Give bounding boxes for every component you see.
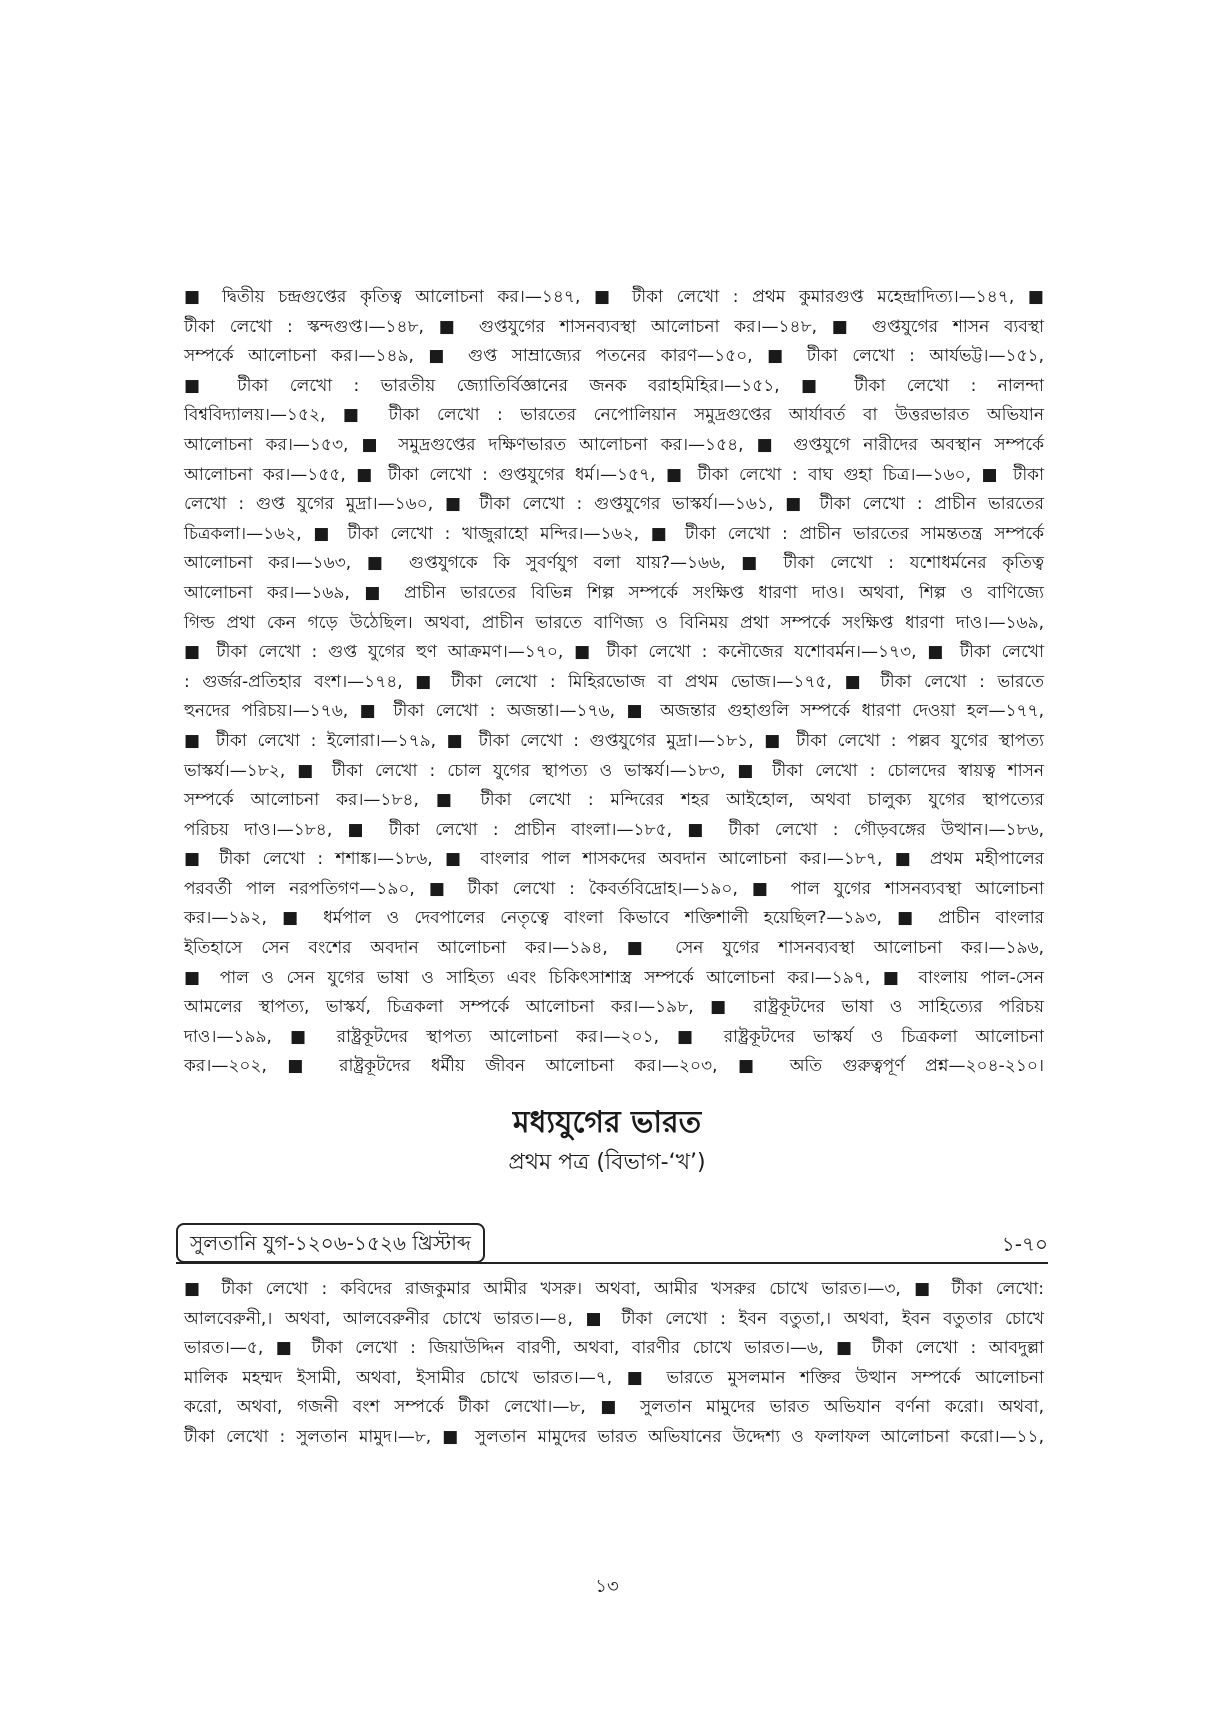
- text-line: কর।—১৯২, ■ ধর্মপাল ও দেবপালের নেতৃত্বে বাংলা কিভাবে শক্তিশালী হয়েছিল?—১৯৩, ■ প্রাচীন বাংলার: [184, 908, 1044, 929]
- text-line: ভাস্কর্য।—১৮২, ■ টীকা লেখো : চোল যুগের স্থাপত্য ও ভাস্কর্য।—১৮৩, ■ টীকা লেখো : চোলদের স্বায়ত্ব শাসন: [184, 760, 1044, 781]
- text-line: আলোচনা কর।—১৬৯, ■ প্রাচীন ভারতের বিভিন্ন শিল্প সম্পর্কে সংক্ষিপ্ত ধারণা দাও। অথবা, শিল্প ও বাণিজ্যে: [184, 582, 1044, 603]
- text-line: আমলের স্থাপত্য, ভাস্কর্য, চিত্রকলা সম্পর্কে আলোচনা কর।—১৯৮, ■ রাষ্ট্রকূটদের ভাষা ও সাহিত্যের পরিচয়: [184, 997, 1044, 1018]
- text-line: পরবর্তী পাল নরপতিগণ—১৯০, ■ টীকা লেখো : কৈবর্তবিদ্রোহ।—১৯০, ■ পাল যুগের শাসনব্যবস্থা আলোচনা: [184, 878, 1044, 899]
- text-line: ইতিহাসে সেন বংশের অবদান আলোচনা কর।—১৯৪, ■ সেন যুগের শাসনব্যবস্থা আলোচনা কর।—১৯৬,: [184, 938, 1044, 959]
- text-line: লেখো : গুপ্ত যুগের মুদ্রা।—১৬০, ■ টীকা লেখো : গুপ্তযুগের ভাস্কর্য।—১৬১, ■ টীকা লেখো : প্রাচীন ভারতের: [184, 494, 1044, 515]
- text-line: ভারত।—৫, ■ টীকা লেখো : জিয়াউদ্দিন বারণী, অথবা, বারণীর চোখে ভারত।—৬, ■ টীকা লেখো : আবদুল্লা: [184, 1338, 1044, 1359]
- text-line: আলোচনা কর।—১৬৩, ■ গুপ্তযুগকে কি সুবর্ণযুগ বলা যায়?—১৬৬, ■ টীকা লেখো : যশোধর্মনের কৃতিত্ব: [184, 553, 1044, 574]
- text-line: গিল্ড প্রথা কেন গড়ে উঠেছিল। অথবা, প্রাচীন ভারতে বাণিজ্য ও বিনিময় প্রথা সম্পর্কে সংক্ষিপ্ত ধারণা দাও।—১৬৯,: [184, 612, 1044, 633]
- text-line: কর।—২০২, ■ রাষ্ট্রকূটদের ধর্মীয় জীবন আলোচনা কর।—২০৩, ■ অতি গুরুত্বপূর্ণ প্রশ্ন—২০৪-২১০।: [184, 1056, 1044, 1077]
- text-line: করো, অথবা, গজনী বংশ সম্পর্কে টীকা লেখো।—৮, ■ সুলতান মামুদের ভারত অভিযান বর্ণনা করো। অথবা,: [184, 1397, 1044, 1418]
- text-line: আলবেরুনী,। অথবা, আলবেরুনীর চোখে ভারত।—৪, ■ টীকা লেখো : ইবন বতুতা,। অথবা, ইবন বতুতার চোখে: [184, 1308, 1044, 1329]
- text-line: ■ টীকা লেখো : ভারতীয় জ্যোতির্বিজ্ঞানের জনক বরাহমিহির।—১৫১, ■ টীকা লেখো : নালন্দা: [184, 375, 1044, 396]
- section-page-range: ১-৭০: [1001, 1232, 1048, 1256]
- text-line: মালিক মহম্মদ ইসামী, অথবা, ইসামীর চোখে ভারত।—৭, ■ ভারতে মুসলমান শক্তির উত্থান সম্পর্কে আলোচনা: [184, 1367, 1044, 1388]
- text-line: ■ টীকা লেখো : শশাঙ্ক।—১৮৬, ■ বাংলার পাল শাসকদের অবদান আলোচনা কর।—১৮৭, ■ প্রথম মহীপালের: [184, 849, 1044, 870]
- section-label: সুলতানি যুগ-১২০৬-১৫২৬ খ্রিস্টাব্দ: [176, 1223, 485, 1263]
- text-line: ■ পাল ও সেন যুগের ভাষা ও সাহিত্য এবং চিকিৎসাশাস্ত্র সম্পর্কে আলোচনা কর।—১৯৭, ■ বাংলায় পাল-সেন: [184, 967, 1044, 988]
- text-line: টীকা লেখো : স্কন্দগুপ্ত।—১৪৮, ■ গুপ্তযুগের শাসনব্যবস্থা আলোচনা কর।—১৪৮, ■ গুপ্তযুগের শাসন ব্যবস্থা: [184, 316, 1044, 337]
- text-line: সম্পর্কে আলোচনা কর।—১৪৯, ■ গুপ্ত সাম্রাজ্যের পতনের কারণ—১৫০, ■ টীকা লেখো : আর্যভট্ট।—১৫১,: [184, 346, 1044, 367]
- text-line: ■ টীকা লেখো : কবিদের রাজকুমার আমীর খসরু। অথবা, আমীর খসরুর চোখে ভারত।—৩, ■ টীকা লেখো:: [184, 1279, 1044, 1299]
- text-line: : গুর্জর-প্রতিহার বংশ।—১৭৪, ■ টীকা লেখো : মিহিরভোজ বা প্রথম ভোজ।—১৭৫, ■ টীকা লেখো : ভারতে: [184, 671, 1044, 692]
- text-line: আলোচনা কর।—১৫৩, ■ সমুদ্রগুপ্তের দক্ষিণভারত আলোচনা কর।—১৫৪, ■ গুপ্তযুগে নারীদের অবস্থান সম্পর্কে: [184, 434, 1044, 455]
- text-line: সম্পর্কে আলোচনা কর।—১৮৪, ■ টীকা লেখো : মন্দিরের শহর আইহোল, অথবা চালুক্য যুগের স্থাপত্যের: [184, 790, 1044, 811]
- question-index-ancient: [184, 283, 1044, 1082]
- text-line: আলোচনা কর।—১৫৫, ■ টীকা লেখো : গুপ্তযুগের ধর্ম।—১৫৭, ■ টীকা লেখো : বাঘ গুহা চিত্র।—১৬০, ■ টীকা: [184, 464, 1044, 485]
- chapter-subtitle: প্রথম পত্র (বিভাগ-‘খ’): [508, 1150, 706, 1175]
- text-line: হুনদের পরিচয়।—১৭৬, ■ টীকা লেখো : অজন্তা।—১৭৬, ■ অজন্তার গুহাগুলি সম্পর্কে ধারণা দেওয়া হল—১৭৭,: [184, 701, 1044, 722]
- chapter-title: মধ্যযুগের ভারত: [512, 1105, 702, 1140]
- question-index-sultanate: [184, 1275, 1044, 1453]
- page-number: ১৩: [595, 1576, 619, 1597]
- text-line: ■ টীকা লেখো : ইলোরা।—১৭৯, ■ টীকা লেখো : গুপ্তযুগের মুদ্রা।—১৮১, ■ টীকা লেখো : পল্লব যুগের স্থাপত্য: [184, 730, 1044, 751]
- text-line: ■ টীকা লেখো : গুপ্ত যুগের হুণ আক্রমণ।—১৭০, ■ টীকা লেখো : কনৌজের যশোবর্মন।—১৭৩, ■ টীকা লেখো: [184, 642, 1044, 663]
- text-line: ■ দ্বিতীয় চন্দ্রগুপ্তের কৃতিত্ব আলোচনা কর।—১৪৭, ■ টীকা লেখো : প্রথম কুমারগুপ্ত মহেন্দ্রাদিত্য।—১৪৭, ■: [184, 287, 1044, 307]
- text-line: পরিচয় দাও।—১৮৪, ■ টীকা লেখো : প্রাচীন বাংলা।—১৮৫, ■ টীকা লেখো : গৌড়বঙ্গের উত্থান।—১৮৬,: [184, 819, 1044, 840]
- text-line: টীকা লেখো : সুলতান মামুদ।—৮, ■ সুলতান মামুদের ভারত অভিযানের উদ্দেশ্য ও ফলাফল আলোচনা করো।—১১,: [184, 1426, 1044, 1447]
- text-line: বিশ্ববিদ্যালয়।—১৫২, ■ টীকা লেখো : ভারতের নেপোলিয়ান সমুদ্রগুপ্তের আর্যাবর্ত বা উত্তরভারত অভিযান: [184, 405, 1044, 426]
- section-divider: [176, 1262, 1048, 1264]
- text-line: দাও।—১৯৯, ■ রাষ্ট্রকূটদের স্থাপত্য আলোচনা কর।—২০১, ■ রাষ্ট্রকূটদের ভাস্কর্য ও চিত্রকলা আলোচনা: [184, 1026, 1044, 1047]
- text-line: চিত্রকলা।—১৬২, ■ টীকা লেখো : খাজুরাহো মন্দির।—১৬২, ■ টীকা লেখো : প্রাচীন ভারতের সামন্ততন্ত্র সম্পর্কে: [184, 523, 1044, 544]
